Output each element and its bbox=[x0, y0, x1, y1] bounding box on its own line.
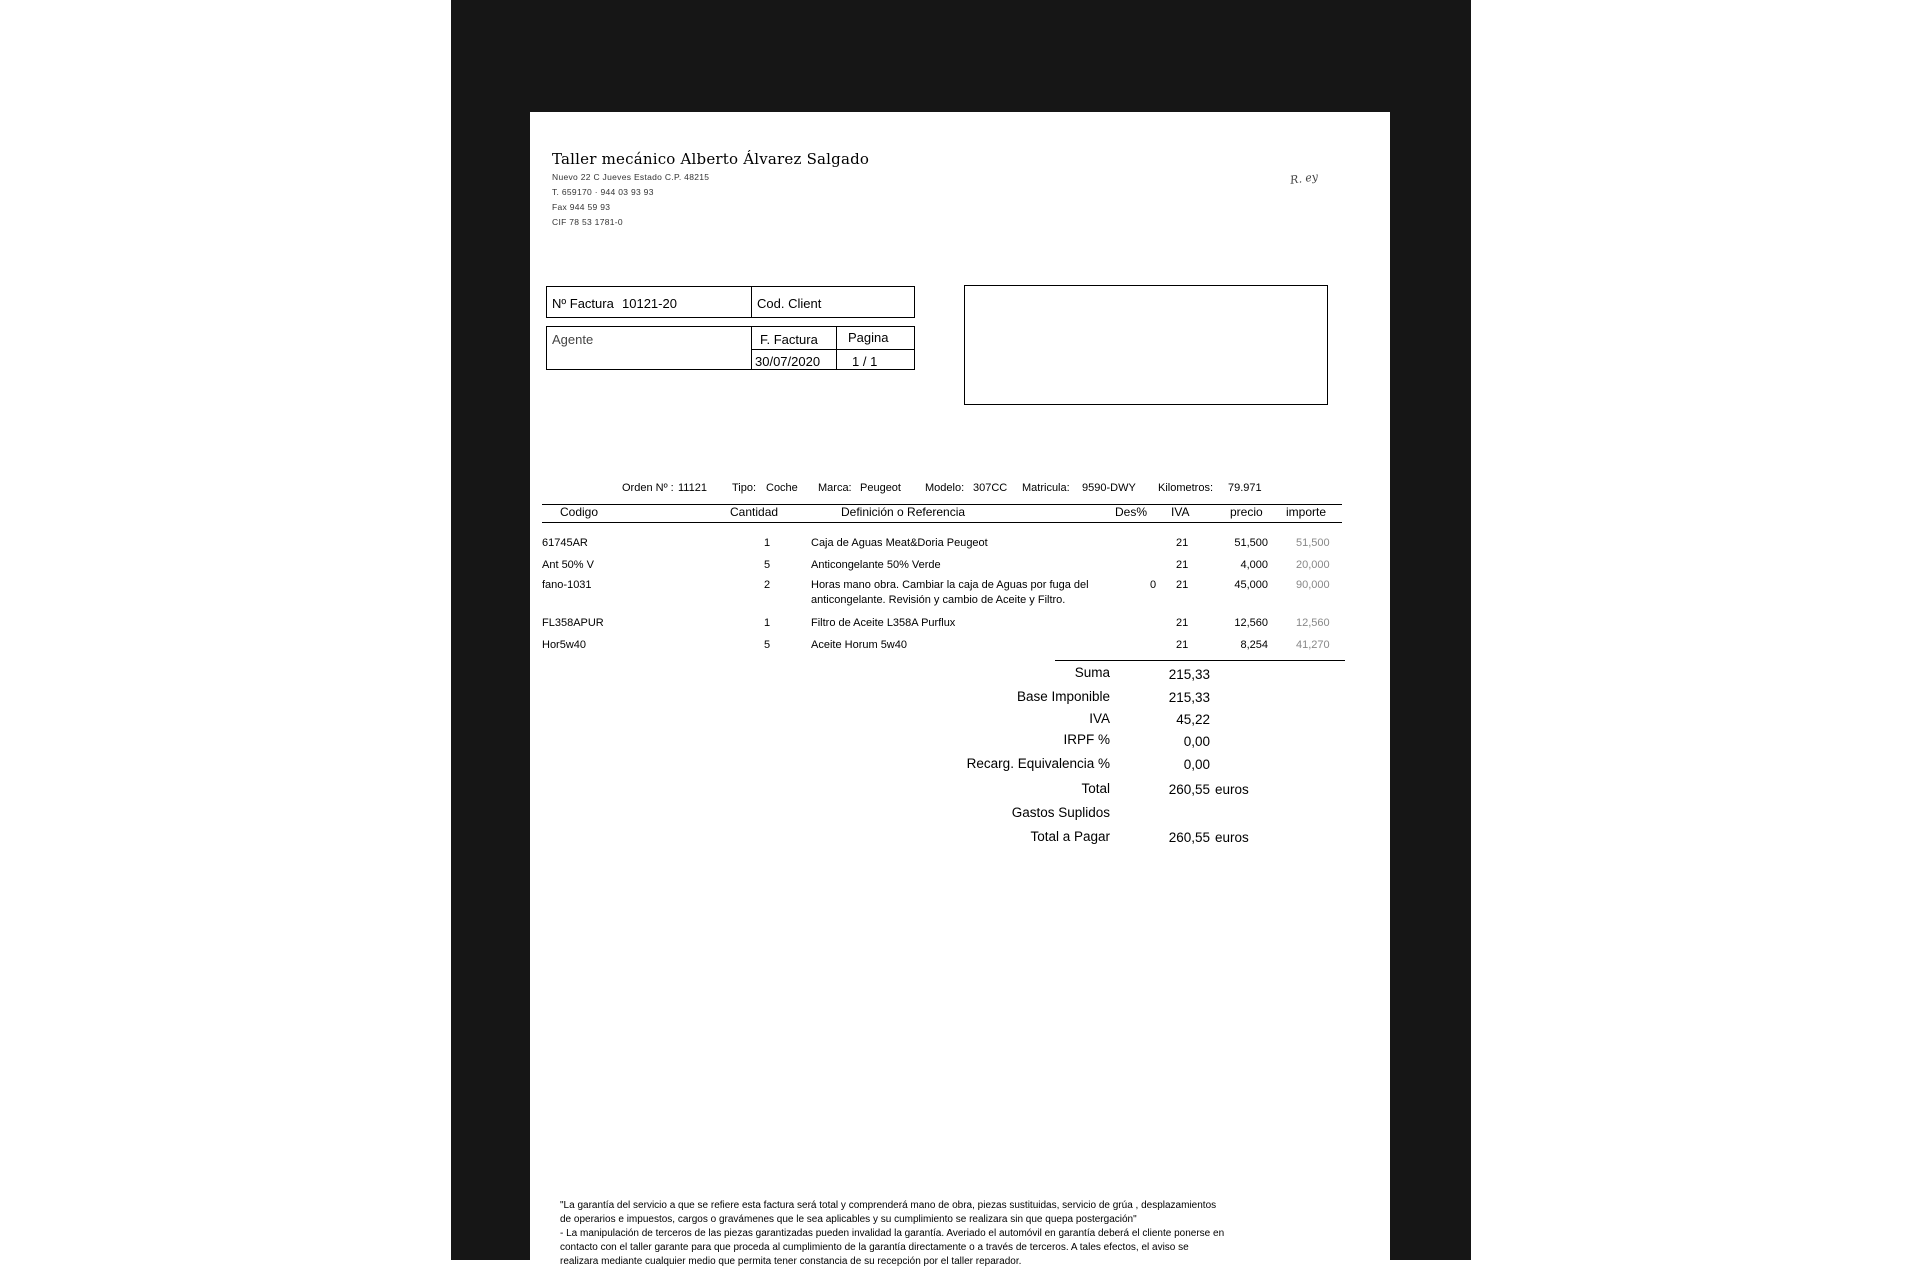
total-value: 215,33 bbox=[1168, 667, 1210, 682]
total-label: Total a Pagar bbox=[1030, 829, 1110, 844]
divider bbox=[836, 326, 837, 370]
type-label: Tipo: bbox=[732, 482, 757, 494]
row-importe: 51,500 bbox=[1296, 537, 1330, 549]
row-iva: 21 bbox=[1176, 579, 1189, 591]
row-importe: 20,000 bbox=[1296, 559, 1330, 571]
row-cantidad: 1 bbox=[764, 537, 771, 549]
company-address-line: T. 659170 · 944 03 93 93 bbox=[552, 187, 654, 197]
total-value: 215,33 bbox=[1168, 690, 1210, 705]
warranty-text-line: realizara mediante cualquier medio que permita tener constancia de su recepción por el taller reparador. bbox=[560, 1256, 1022, 1267]
brand-value: Peugeot bbox=[860, 482, 901, 494]
row-cantidad: 1 bbox=[764, 617, 771, 629]
warranty-text-line: - La manipulación de terceros de las piezas garantizadas pueden invalidad la garantía. Averiado el automóvil en garantía deberá el cliente ponerse en bbox=[560, 1228, 1225, 1239]
total-value: 260,55 bbox=[1168, 782, 1210, 797]
brand-label: Marca: bbox=[818, 482, 852, 494]
plate-label: Matricula: bbox=[1022, 482, 1070, 494]
row-iva: 21 bbox=[1176, 559, 1189, 571]
company-name: Taller mecánico Alberto Álvarez Salgado bbox=[552, 150, 870, 168]
row-definicion: Horas mano obra. Cambiar la caja de Aguas por fuga del bbox=[811, 579, 1089, 591]
warranty-text-line: de operarios e impuestos, cargos o gravámenes que le sea aplicables y su cumplimiento se realizara sin que quepa postergación" bbox=[560, 1214, 1137, 1225]
header-precio: precio bbox=[1230, 505, 1263, 519]
plate-value: 9590-DWY bbox=[1082, 482, 1136, 494]
invoice-number-label: Nº Factura bbox=[552, 296, 614, 311]
row-precio: 45,000 bbox=[1234, 579, 1268, 591]
signature: R. ey bbox=[1289, 170, 1319, 187]
total-value: 260,55 bbox=[1168, 830, 1210, 845]
invoice-date-label: F. Factura bbox=[760, 332, 818, 347]
total-unit: euros bbox=[1215, 782, 1249, 797]
invoice-date: 30/07/2020 bbox=[755, 354, 821, 369]
header-importe: importe bbox=[1286, 505, 1327, 519]
row-precio: 12,560 bbox=[1234, 617, 1268, 629]
divider bbox=[542, 522, 1342, 523]
row-definicion: Aceite Horum 5w40 bbox=[811, 639, 907, 651]
row-importe: 41,270 bbox=[1296, 639, 1330, 651]
type-value: Coche bbox=[766, 482, 798, 494]
model-value: 307CC bbox=[973, 482, 1008, 494]
row-precio: 8,254 bbox=[1240, 639, 1268, 651]
row-iva: 21 bbox=[1176, 537, 1189, 549]
divider bbox=[751, 286, 752, 318]
km-value: 79.971 bbox=[1228, 482, 1262, 494]
header-iva: IVA bbox=[1171, 505, 1190, 519]
divider bbox=[1055, 660, 1345, 661]
row-iva: 21 bbox=[1176, 639, 1189, 651]
warranty-text-line: "La garantía del servicio a que se refiere esta factura será total y comprenderá mano de obra, piezas sustituidas, servicio de grúa , desplazamientos bbox=[560, 1200, 1217, 1211]
row-codigo: 61745AR bbox=[542, 537, 588, 549]
row-codigo: Ant 50% V bbox=[542, 559, 594, 571]
row-iva: 21 bbox=[1176, 617, 1189, 629]
header-definicion: Definición o Referencia bbox=[841, 505, 966, 519]
row-codigo: fano-1031 bbox=[542, 579, 592, 591]
row-cantidad: 5 bbox=[764, 559, 771, 571]
client-address-box bbox=[964, 285, 1328, 405]
order-label: Orden Nº : bbox=[622, 482, 674, 494]
total-value: 45,22 bbox=[1176, 712, 1210, 727]
total-value: 0,00 bbox=[1183, 734, 1210, 749]
row-cantidad: 2 bbox=[764, 579, 771, 591]
total-label: Suma bbox=[1074, 665, 1110, 680]
km-label: Kilometros: bbox=[1158, 482, 1214, 494]
invoice-page bbox=[530, 112, 1390, 1267]
row-des: 0 bbox=[1150, 579, 1157, 591]
row-definicion-continued: anticongelante. Revisión y cambio de Aceite y Filtro. bbox=[811, 594, 1066, 606]
page-label: Pagina bbox=[848, 330, 889, 345]
total-label: IRPF % bbox=[1063, 732, 1110, 747]
row-definicion: Anticongelante 50% Verde bbox=[811, 559, 941, 571]
client-code-label: Cod. Client bbox=[757, 296, 822, 311]
total-label: Base Imponible bbox=[1016, 689, 1110, 704]
warranty-text-line: contacto con el taller garante para que proceda al cumplimiento de la garantía directamente o a través de terceros. A tales efectos, el aviso se bbox=[560, 1242, 1189, 1253]
row-cantidad: 5 bbox=[764, 639, 771, 651]
agent-label: Agente bbox=[552, 332, 594, 347]
header-des: Des% bbox=[1115, 505, 1148, 519]
row-codigo: FL358APUR bbox=[542, 617, 604, 629]
divider bbox=[751, 349, 915, 350]
row-precio: 4,000 bbox=[1240, 559, 1268, 571]
company-address-line: Nuevo 22 C Jueves Estado C.P. 48215 bbox=[552, 172, 710, 182]
total-label: Recarg. Equivalencia % bbox=[966, 756, 1110, 771]
company-address-line: Fax 944 59 93 bbox=[552, 202, 611, 212]
total-label: Gastos Suplidos bbox=[1011, 805, 1110, 820]
order-number: 11121 bbox=[678, 482, 707, 494]
row-importe: 90,000 bbox=[1296, 579, 1330, 591]
invoice-number: 10121-20 bbox=[622, 296, 677, 311]
total-label: IVA bbox=[1089, 711, 1110, 726]
row-importe: 12,560 bbox=[1296, 617, 1330, 629]
row-definicion: Caja de Aguas Meat&Doria Peugeot bbox=[811, 537, 988, 549]
row-precio: 51,500 bbox=[1234, 537, 1268, 549]
divider bbox=[751, 326, 752, 370]
row-codigo: Hor5w40 bbox=[542, 639, 587, 651]
page-number: 1 / 1 bbox=[852, 354, 878, 369]
model-label: Modelo: bbox=[925, 482, 965, 494]
company-address-line: CIF 78 53 1781-0 bbox=[552, 217, 623, 227]
row-definicion: Filtro de Aceite L358A Purflux bbox=[811, 617, 956, 629]
total-unit: euros bbox=[1215, 830, 1249, 845]
header-codigo: Codigo bbox=[560, 505, 599, 519]
header-cantidad: Cantidad bbox=[730, 505, 779, 519]
total-label: Total bbox=[1081, 781, 1110, 796]
total-value: 0,00 bbox=[1183, 757, 1210, 772]
